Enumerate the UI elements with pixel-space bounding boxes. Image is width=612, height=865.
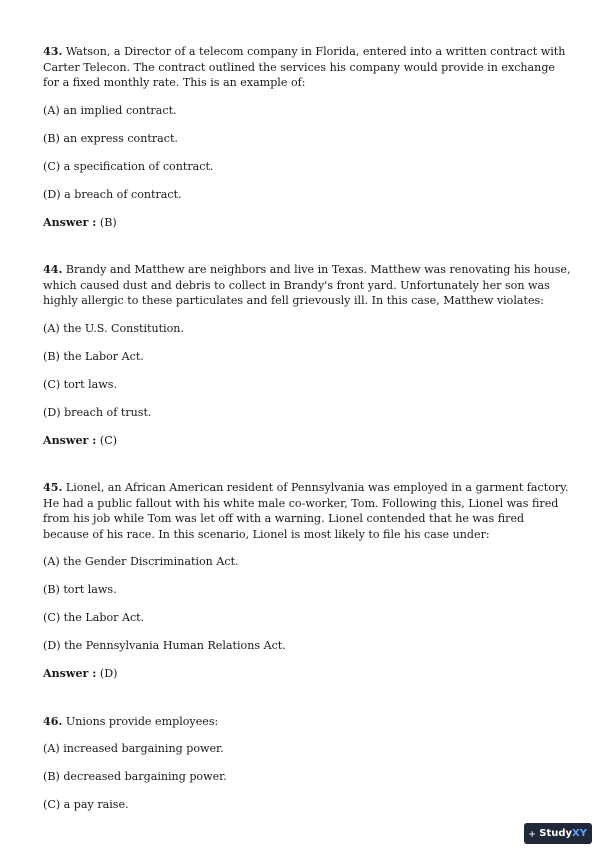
option-c: (C) tort laws. <box>43 377 117 391</box>
option-a: (A) an implied contract. <box>43 103 177 117</box>
question-stem <box>43 480 573 542</box>
answer-line <box>43 433 573 449</box>
answer-line <box>43 666 573 682</box>
brand-name <box>539 828 587 839</box>
question-46 <box>43 714 573 813</box>
question-text: Watson, a Director of a telecom company in Florida, entered into a written contract with Carter Telecon. The contract outlined the services his company would provide in exchange for a fixed monthly rate. This is an example of: <box>43 45 566 89</box>
answer-line <box>43 215 573 231</box>
option-d: (D) the Pennsylvania Human Relations Act. <box>43 639 286 652</box>
option-b: (B) tort laws. <box>43 583 117 596</box>
option-a: (A) the U.S. Constitution. <box>43 321 184 335</box>
answer-label: Answer : <box>43 215 97 229</box>
brand-main: Study <box>539 828 573 839</box>
question-text: Brandy and Matthew are neighbors and live in Texas. Matthew was renovating his house, which caused dust and debris to collect in Brandy's front yard. Unfortunately her son was highly allergic to these particulates and fell grievously ill. In this case, Matthew violates: <box>43 263 571 307</box>
question-stem <box>43 44 573 91</box>
option-b: (B) decreased bargaining power. <box>43 770 227 783</box>
brand-accent: XY <box>572 828 587 839</box>
studyxy-badge[interactable] <box>524 823 592 844</box>
plus-icon <box>529 829 535 839</box>
answer-value: (C) <box>99 433 118 447</box>
question-number: 45. <box>43 481 63 494</box>
option-b: (B) an express contract. <box>43 131 178 145</box>
option-c: (C) the Labor Act. <box>43 611 145 624</box>
question-44 <box>43 262 573 448</box>
option-b: (B) the Labor Act. <box>43 349 144 363</box>
question-stem <box>43 262 573 309</box>
option-d: (D) breach of trust. <box>43 405 152 419</box>
question-45 <box>43 480 573 682</box>
answer-value: (B) <box>99 215 117 229</box>
option-d: (D) a breach of contract. <box>43 187 182 201</box>
question-stem <box>43 714 573 730</box>
question-number: 44. <box>43 263 63 276</box>
answer-value: (D) <box>99 667 118 680</box>
option-a: (A) increased bargaining power. <box>43 742 224 755</box>
option-a: (A) the Gender Discrimination Act. <box>43 555 239 568</box>
question-text: Lionel, an African American resident of Pennsylvania was employed in a garment factory. He had a public fallout with his white male co-worker, Tom. Following this, Lionel was fired from his job while Tom was let off with a warning. Lionel contended that he was fired because of his race. In this scenario, Lionel is most likely to file his case under: <box>43 481 569 541</box>
question-number: 46. <box>43 714 63 728</box>
question-43 <box>43 44 573 230</box>
question-number: 43. <box>43 45 63 58</box>
question-text: Unions provide employees: <box>65 714 219 728</box>
option-c: (C) a pay raise. <box>43 798 129 811</box>
answer-label: Answer : <box>43 433 97 447</box>
document-page <box>43 44 573 845</box>
answer-label: Answer : <box>43 667 97 680</box>
option-c: (C) a specification of contract. <box>43 159 214 173</box>
